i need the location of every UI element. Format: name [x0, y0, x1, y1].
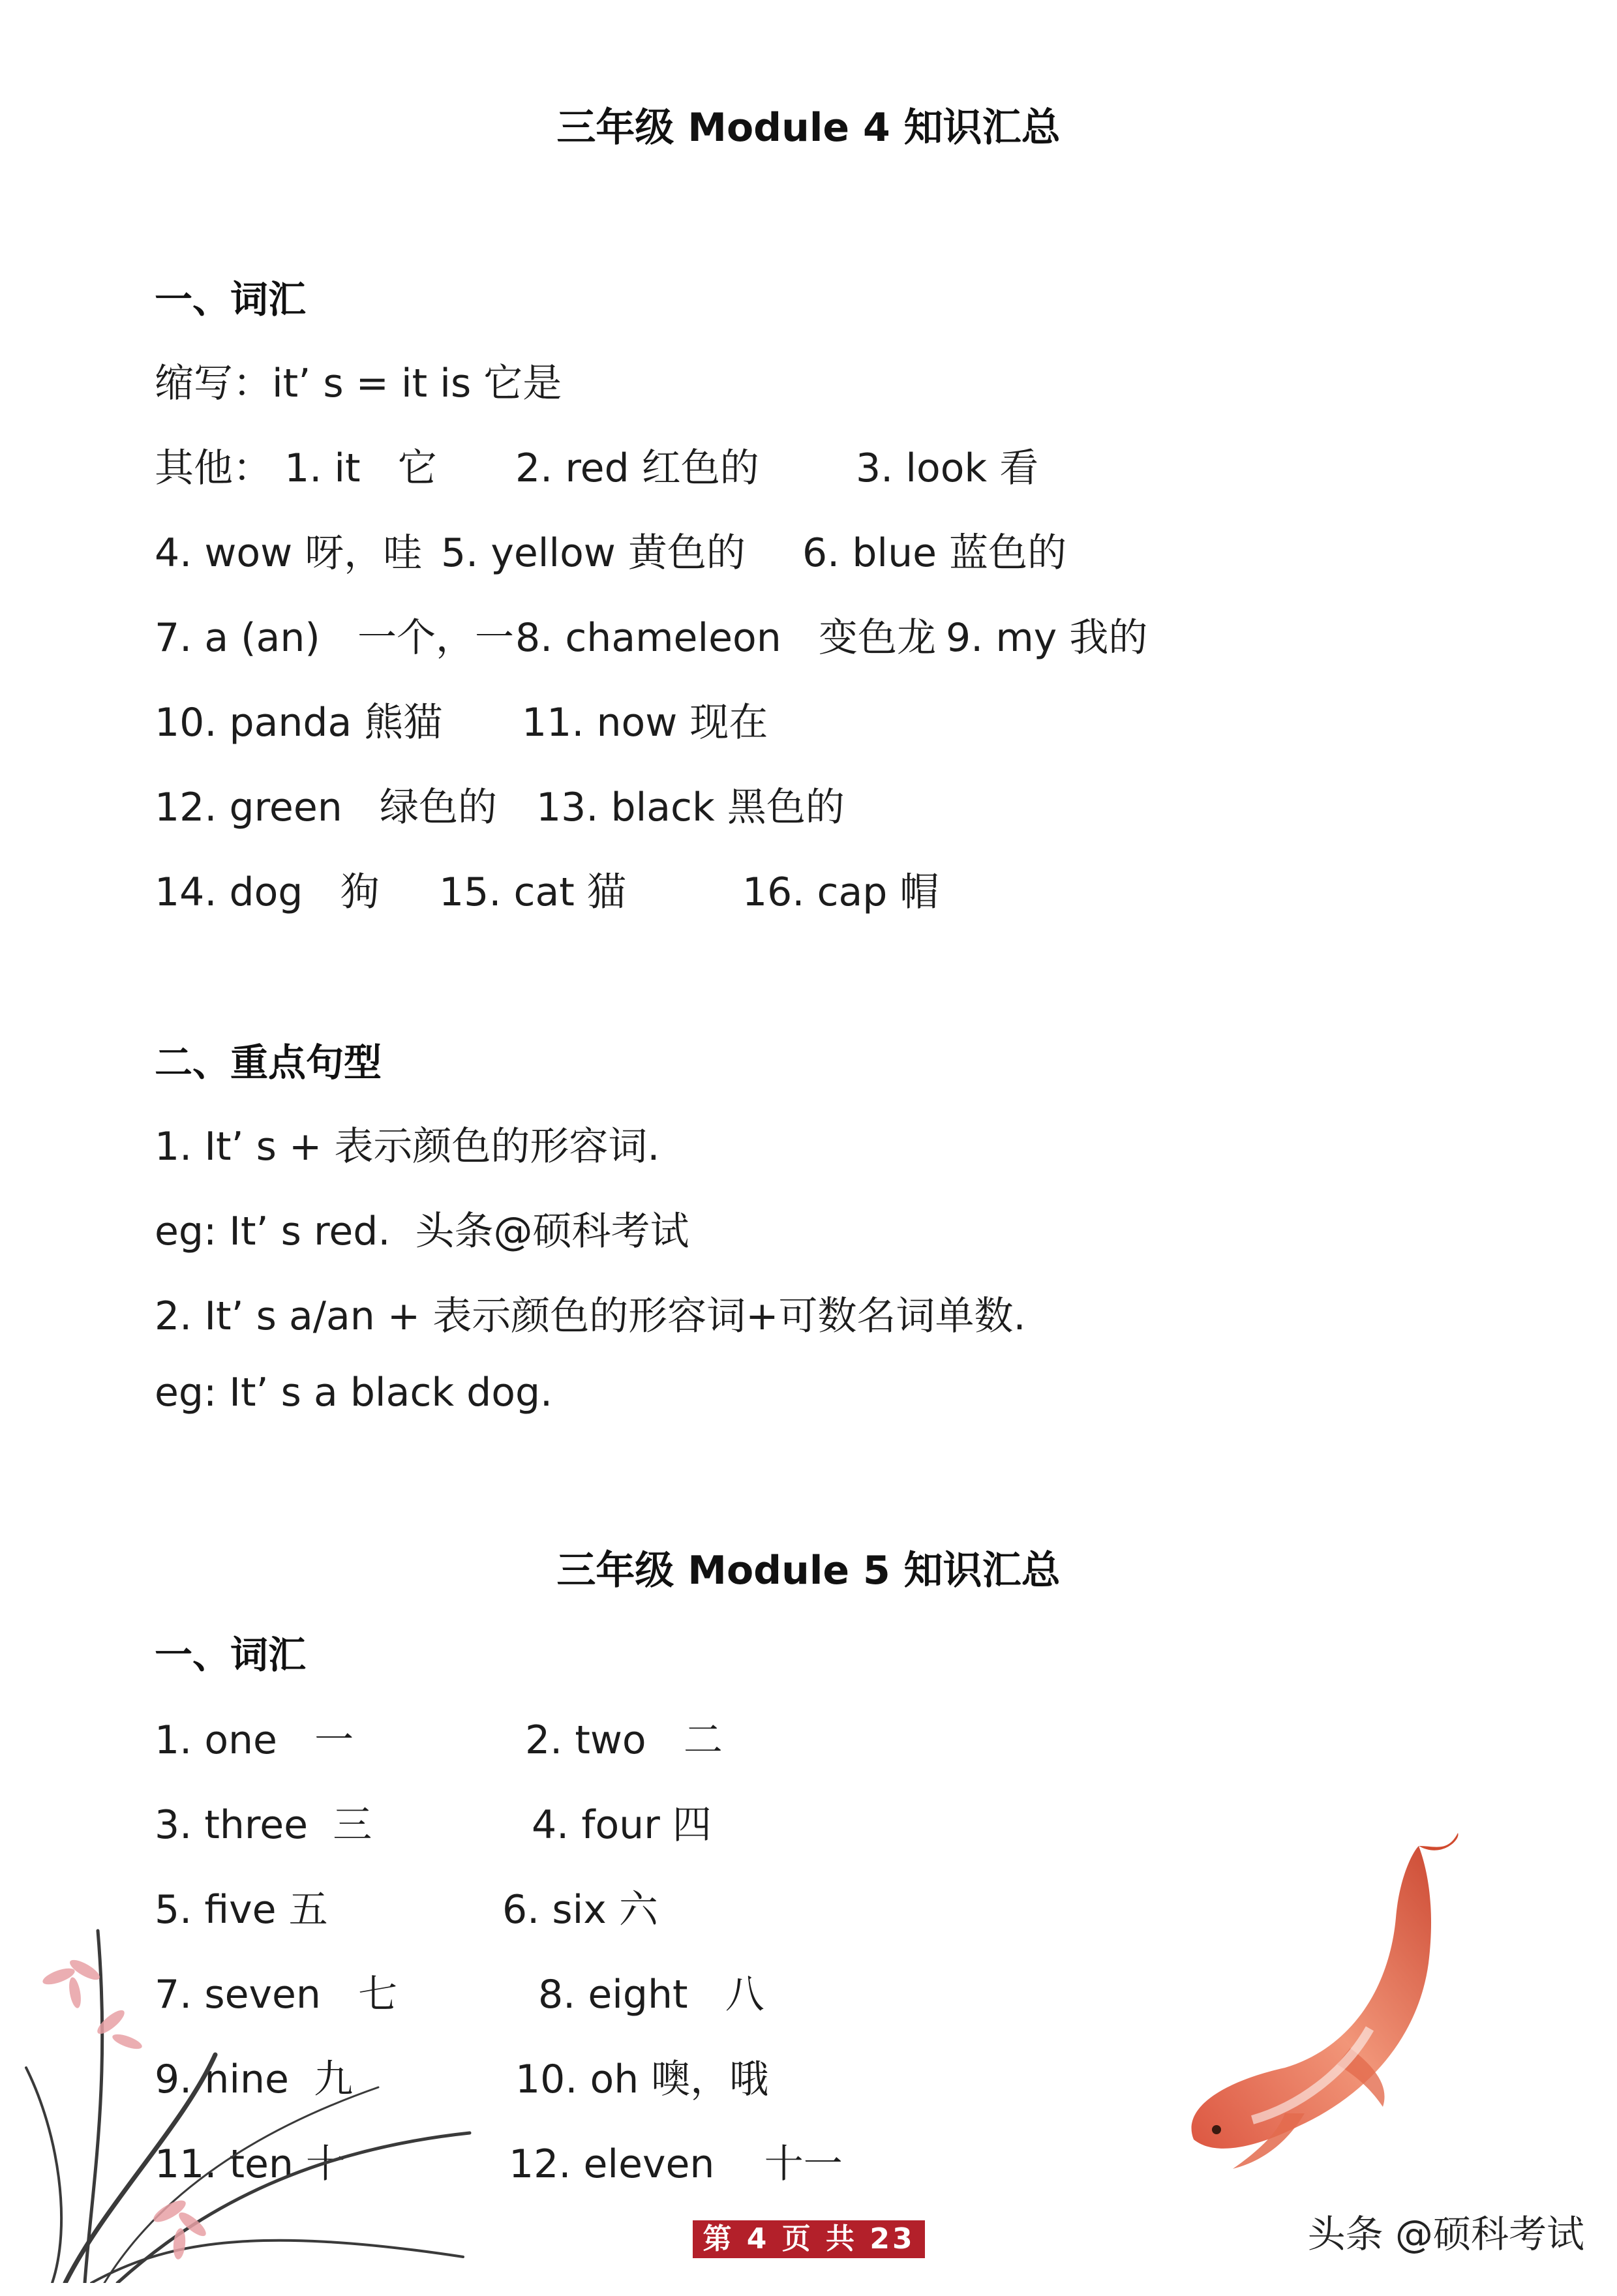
module4-title: 三年级 Module 4 知识汇总	[556, 105, 1061, 151]
vocab-item: 4. wow 呀，哇	[155, 530, 423, 576]
number-item: 9. nine 九	[155, 2057, 354, 2102]
module5-title: 三年级 Module 5 知识汇总	[556, 1548, 1061, 1594]
vocab-item: 11. now 现在	[522, 700, 768, 746]
vocab-item: 13. black 黑色的	[536, 785, 845, 830]
number-item: 6. six 六	[502, 1887, 658, 1933]
number-item: 4. four 四	[532, 1802, 712, 1848]
number-item: 11. ten 十	[155, 2141, 346, 2187]
module4-vocab-heading: 一、词汇	[155, 277, 307, 322]
vocab-item: 14. dog 狗	[155, 869, 380, 915]
vocab-item: 10. panda 熊猫	[155, 700, 443, 746]
number-item: 3. three 三	[155, 1802, 372, 1848]
number-item: 2. two 二	[525, 1717, 723, 1763]
vocab-line-abbrev: 缩写：it’ s = it is 它是	[155, 361, 562, 406]
sentence-pattern-1: 1. It’ s + 表示颜色的形容词.	[155, 1124, 660, 1170]
vocab-item: 6. blue 蓝色的	[802, 530, 1067, 576]
sentence-example-1: eg: It’ s red. 头条@硕科考试	[155, 1209, 689, 1254]
module4-sentence-heading: 二、重点句型	[155, 1040, 382, 1085]
number-item: 8. eight 八	[538, 1972, 764, 2017]
sentence-pattern-2: 2. It’ s a/an + 表示颜色的形容词+可数名词单数.	[155, 1293, 1026, 1339]
number-item: 10. oh 噢，哦	[515, 2057, 769, 2102]
number-item: 12. eleven 十一	[509, 2141, 843, 2187]
module5-vocab-heading: 一、词汇	[155, 1633, 307, 1677]
vocab-item: 3. look 看	[856, 446, 1039, 491]
vocab-item: 2. red 红色的	[515, 446, 759, 491]
vocab-item: 16. cap 帽	[742, 869, 939, 915]
number-item: 1. one 一	[155, 1717, 354, 1763]
vocab-item: 9. my 我的	[946, 615, 1148, 661]
watermark: 头条 @硕科考试	[1307, 2212, 1584, 2256]
vocab-item: 12. green 绿色的	[155, 785, 497, 830]
vocab-item: 其他： 1. it 它	[155, 446, 437, 491]
number-item: 5. five 五	[155, 1887, 328, 1933]
vocab-item: 7. a (an) 一个，一	[155, 615, 514, 661]
vocab-item: 5. yellow 黄色的	[441, 530, 746, 576]
sentence-example-2: eg: It’ s a black dog.	[155, 1370, 553, 1415]
koi-fish-icon	[1155, 1833, 1468, 2172]
vocab-item: 8. chameleon 变色龙	[515, 615, 936, 661]
page-indicator: 第 4 页 共 23 页	[693, 2220, 925, 2258]
orchid-plant-icon	[13, 1918, 483, 2283]
vocab-item: 15. cat 猫	[439, 869, 626, 915]
number-item: 7. seven 七	[155, 1972, 398, 2017]
